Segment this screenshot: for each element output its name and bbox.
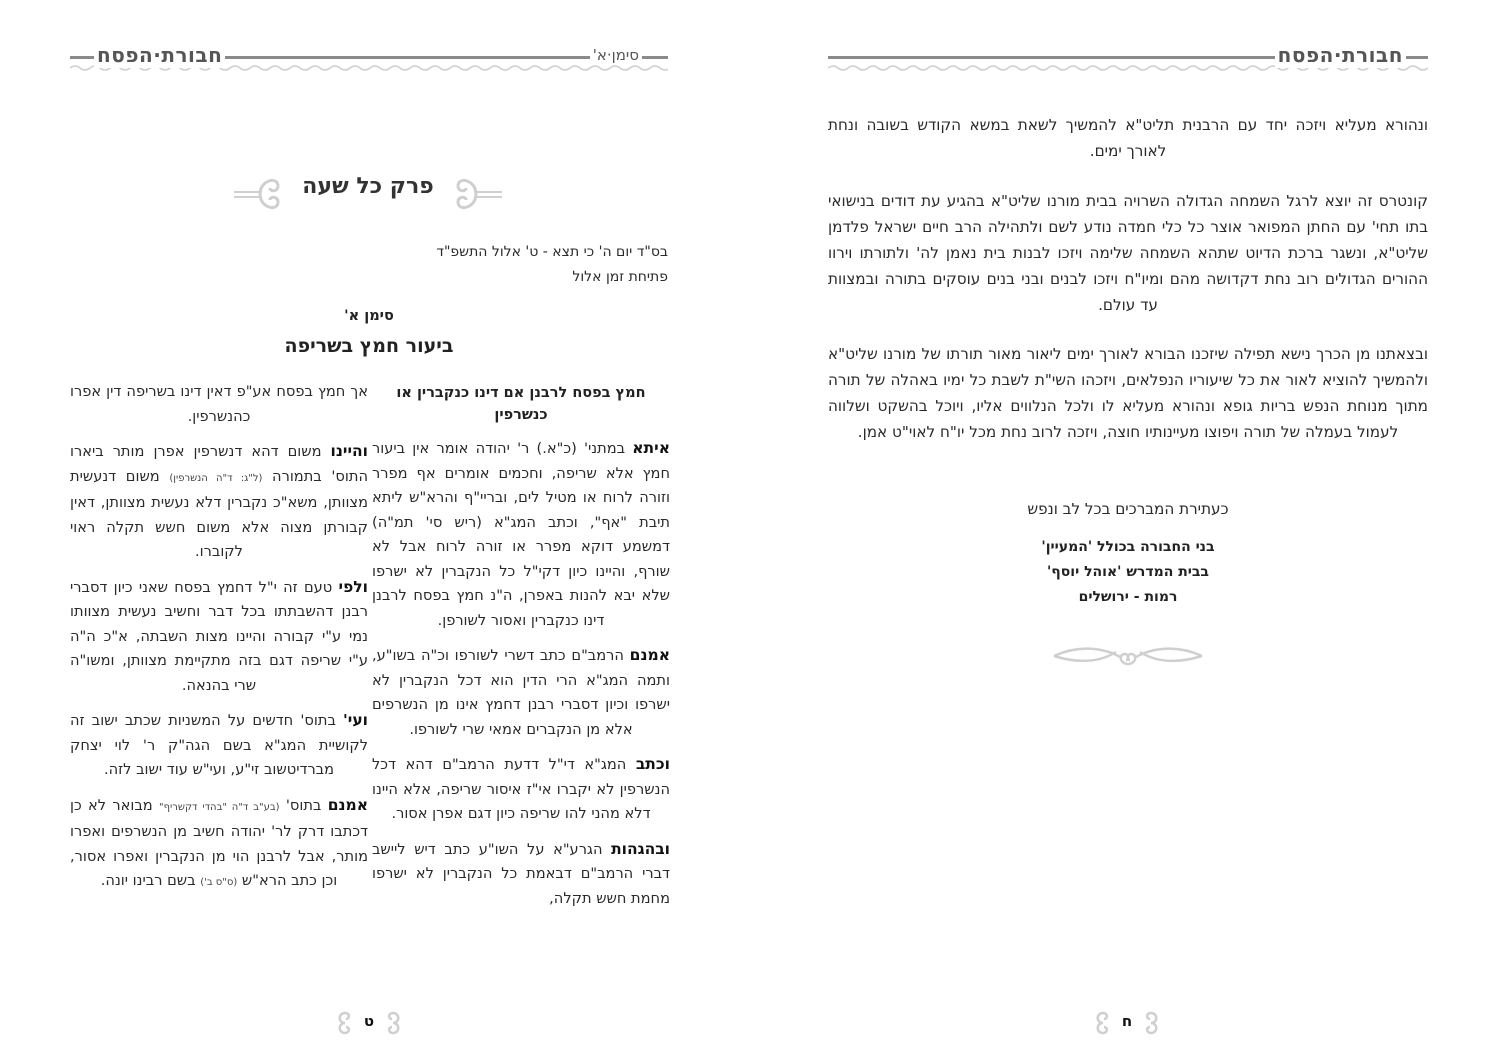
closing-line: כעתירת המברכים בכל לב ונפש: [1027, 500, 1229, 518]
lead-word: ועי': [343, 711, 368, 729]
lead-word: איתא: [632, 439, 670, 457]
scroll-flourish-icon: [452, 170, 504, 218]
lead-word: ולפי: [338, 577, 368, 596]
citation: (ל"ג: ד"ה הנשרפין): [169, 472, 263, 484]
running-title: חבורת·הפסח: [1275, 42, 1406, 68]
running-header: [828, 42, 1428, 76]
scroll-flourish-icon: [232, 170, 284, 218]
running-section: סימן·א': [590, 45, 642, 65]
paragraph: איתא במתני' (כ"א.) ר' יהודה אומר אין ביעור חמץ אלא שריפה, וחכמים אומרים אף מפרר וזורה לרוח או מטיל לים, ובריי"ף והרא"ש ליתא תיבת "אף", וכתב המג"א (ריש סי' תמ"ה) דמשמע דוקא מפרר או זורה לרוח אבל לא שורף, והיינו כיון דקי"ל כל הנקברין לא ישרפו שלא יבא להנות באפרן, ה"נ חמץ בפסח לרבנן דינו כנקברין ואסור לשורפן.: [372, 439, 670, 629]
siman-label: סימן א': [344, 308, 394, 324]
paragraph: ולפי טעם זה י"ל דחמץ בפסח שאני כיון דסברי רבנן דהשבתתו בכל דבר וחשיב נעשית מצוותו נמי ע"י קבורה והיינו מצות השבתה, א"כ ה"ה ע"י שריפה דגם בזה מתקיימת מצוותן, ומשו"ה שרי בהנאה.: [70, 577, 368, 694]
citation: (ס"ס ב'): [200, 877, 238, 888]
paragraph: והיינו משום דהא דנשרפין אפרן מותר ביארו התוס' בתמורה (ל"ג: ד"ה הנשרפין) משום דנעשית מצוותן, משא"כ נקברין דלא נעשית מצוותן, דאין קבורתן מצוה אלא משום חשש תקלה ראוי לקוברו.: [70, 442, 368, 560]
paragraph: אך חמץ בפסח אע"פ דאין דינו בשריפה דין אפרו כהנשרפין.: [70, 383, 368, 425]
paragraph: אמנם הרמב"ם כתב דשרי לשורפו וכ"ה בשו"ע, ותמה המג"א הרי הדין הוא דכל הנקברין לא ישרפו וכיון דסברי רבנן דחמץ אינו מן הנשרפים אלא מן הנקברים אמאי שרי לשורפו.: [372, 646, 670, 738]
signature-block: [828, 535, 1428, 610]
lead-word: אמנם: [629, 646, 670, 664]
signature-line: רמות - ירושלים: [1078, 589, 1178, 605]
chapter-title: פרק כל שעה: [302, 174, 434, 199]
citation: (בע"ב ד"ה "בהדי דקשריף": [158, 801, 280, 813]
ornament-divider-icon: [1050, 640, 1206, 674]
paragraph: ובהגהות הגרע"א על השו"ע כתב דיש ליישב דברי הרמב"ם דבאמת כל הנקברין לא ישרפו מחמת חשש תקלה,: [372, 839, 670, 907]
paragraph: ועי' בתוס' חדשים על המשניות שכתב ישוב זה לקושיית המג"א בשם הגה"ק ר' לוי יצחק מברדיטשוב זי"ע, ועי"ש עוד ישוב לזה.: [70, 711, 368, 778]
siman-title: ביעור חמץ בשריפה: [284, 335, 454, 357]
lead-word: ובהגהות: [611, 839, 670, 858]
paragraph: ובצאתנו מן הכרך נישא תפילה שיזכנו הבורא לאורך ימים ליאור מאור תורתו של מורנו שליט"א ולהמשיך להוציא לאור את כל שיעוריו הנפלאים, ויזכהו השי"ת לשבת כל ימיו באהלה של תורה מתוך מנוחת הנפש בריות גופא ונהורא מעליא לו ולכל הנלווים אליו, ויוכל בהשקט ושלווה לעמול בעמלה של תורה ויפוצו מעיינותיו חוצה, ויזכה לרוב נחת מכל יו"ח לאוי"ט אמן.: [828, 345, 1428, 441]
paragraph: וכתב המג"א די"ל דדעת הרמב"ם דהא דכל הנשרפין לא יקברו אי"ז איסור שריפה, אלא היינו דלא מהני להו שריפה כיון דגם אפרן אסור.: [372, 755, 670, 822]
right-page: [750, 0, 1499, 1060]
text-column-right: [372, 380, 670, 921]
running-header: [70, 42, 668, 76]
signature-line: בני החבורה בכולל 'המעיין': [1041, 539, 1215, 555]
section-heading: חמץ בפסח לרבנן אם דינו כנקברין או כנשרפין: [396, 385, 646, 423]
dateline-line: פתיחת זמן אלול: [572, 269, 668, 285]
dateline: [380, 240, 668, 290]
lead-word: אמנם: [327, 795, 369, 814]
chapter-heading: [232, 168, 504, 220]
text-column-left: [70, 380, 368, 906]
scroll-curl-icon: [384, 1010, 402, 1036]
page-number: [1092, 1008, 1162, 1038]
lead-word: והיינו: [330, 442, 368, 460]
lead-word: וכתב: [635, 755, 670, 773]
folio-number: ט: [363, 1012, 375, 1030]
page-number: [334, 1008, 404, 1038]
running-title: חבורת·הפסח: [94, 42, 225, 68]
paragraph: ונהורא מעליא ויזכה יחד עם הרבנית תליט"א להמשיך לשאת במשא הקודש בשובה ונחת לאורך ימים.: [828, 116, 1428, 160]
signature-line: בבית המדרש 'אוהל יוסף': [1047, 564, 1209, 580]
folio-number: ח: [1121, 1012, 1133, 1030]
paragraph: אמנם בתוס' (בע"ב ד"ה "בהדי דקשריף" מבואר לא כן דכתבו דרק לר' יהודה חשיב מן הנשרפים ואפרו מותר, אבל לרבנן הוי מן הנקברין ואפרו אסור, וכן כתב הרא"ש (ס"ס ב') בשם רבינו יונה.: [70, 795, 369, 889]
dateline-line: בס"ד יום ה' כי תצא - ט' אלול התשפ"ד: [436, 244, 668, 260]
scroll-curl-icon: [1142, 1010, 1160, 1036]
paragraph: קונטרס זה יוצא לרגל השמחה הגדולה השרויה בבית מורנו שליט"א בהגיע עת דודים בנישואי בתו תחי' עם החתן המפואר אוצר כל כלי חמדה נודע לשם ולתהילה הרב חיים ישראל פלדמן שליט"א, ונשגר ברכת הדיוט שתהא השמחה שלימה ויזכו לבנות בית נאמן לה' ולתורתו וירוו ההורים הגדולים רוב נחת דקדושה מהם ומיו"ח ויזכו לבנים ובני בנים עוסקים בתורה ובמצוות עד עולם.: [828, 192, 1428, 314]
